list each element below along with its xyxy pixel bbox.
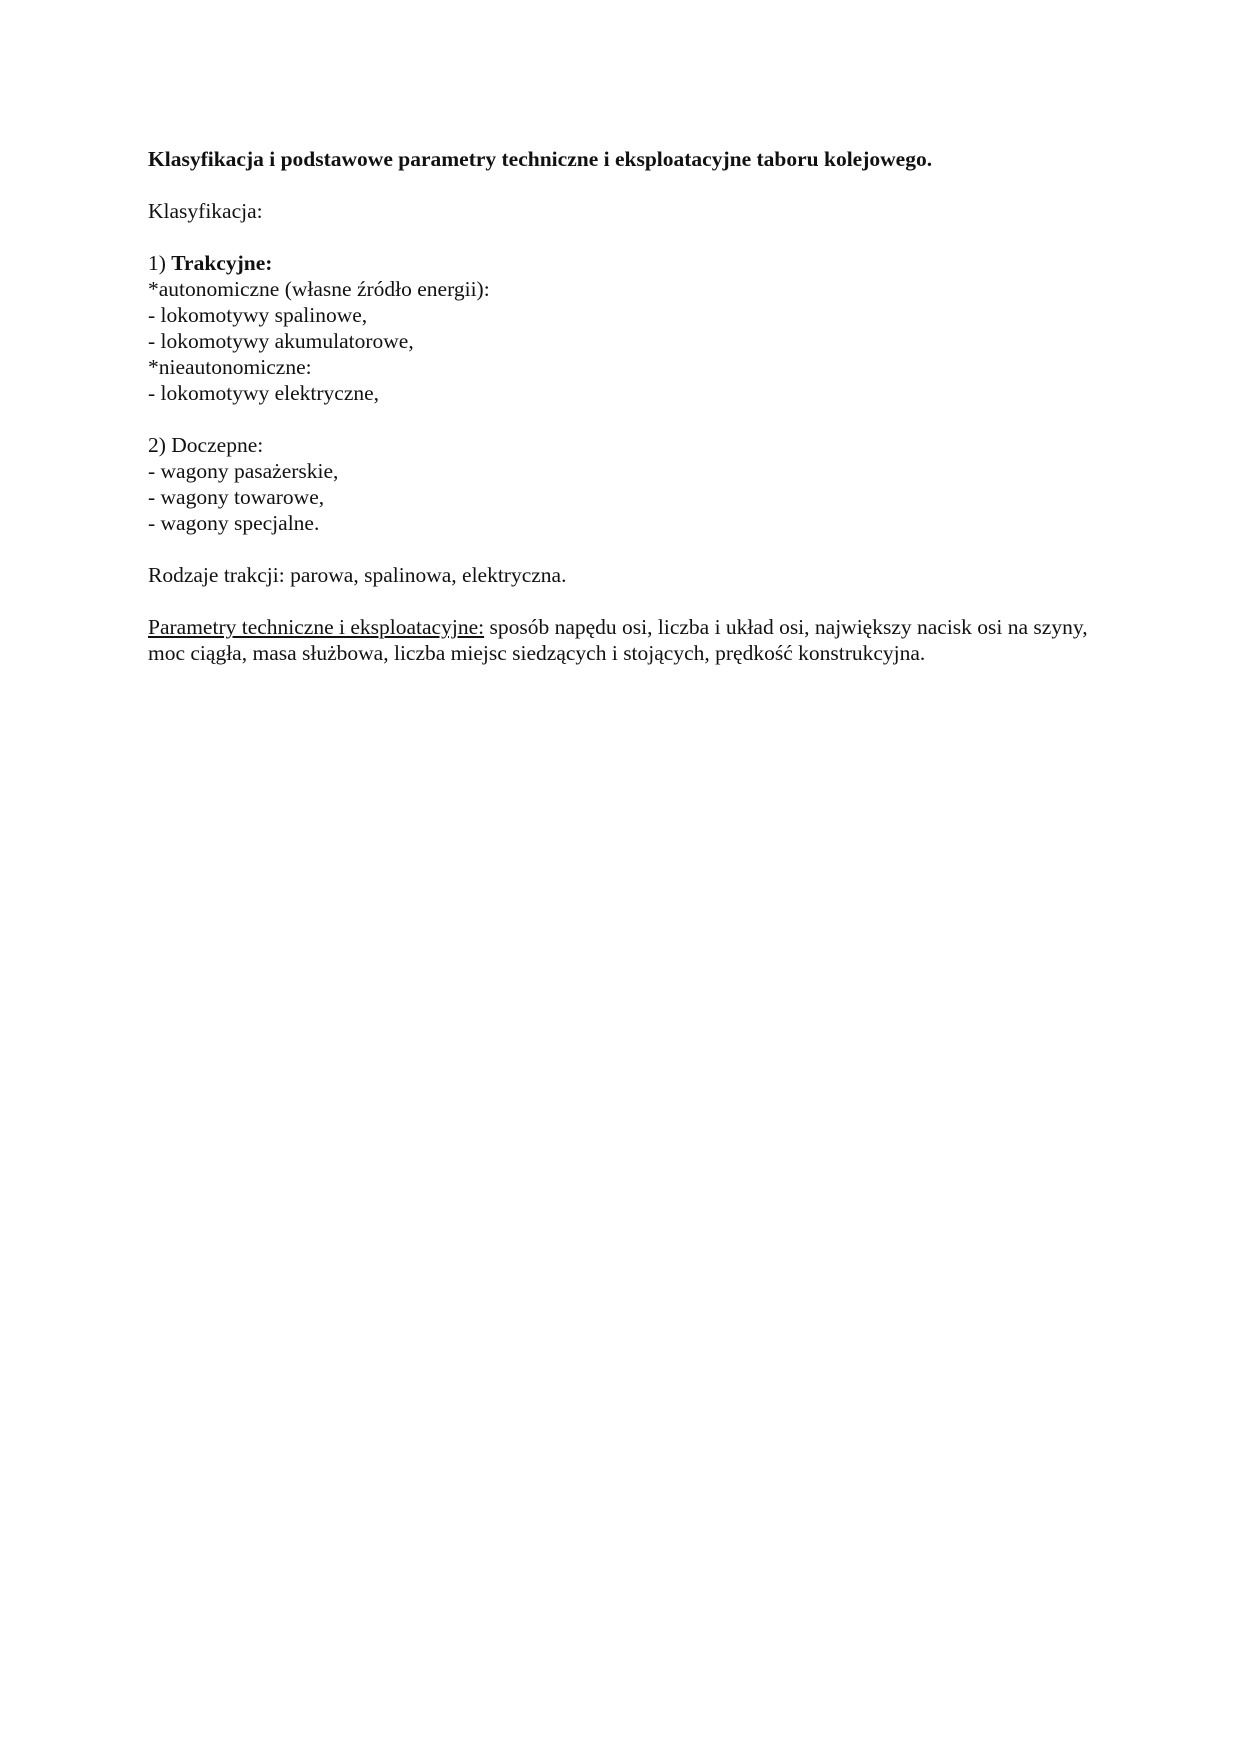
section-1-number: 1) (148, 251, 172, 275)
document-title: Klasyfikacja i podstawowe parametry techniczne i eksploatacyjne taboru kolejowego. (148, 147, 933, 171)
list-item: - lokomotywy elektryczne, (148, 381, 380, 405)
list-item: - lokomotywy spalinowe, (148, 303, 368, 327)
spacer (148, 536, 1108, 562)
non-autonomous-heading: *nieautonomiczne: (148, 355, 312, 379)
classification-heading: Klasyfikacja: (148, 199, 263, 223)
document-body (148, 146, 1108, 666)
section-1-label: Trakcyjne: (171, 251, 273, 275)
list-item: - wagony pasażerskie, (148, 459, 339, 483)
list-item: - lokomotywy akumulatorowe, (148, 329, 414, 353)
autonomous-heading: *autonomiczne (własne źródło energii): (148, 277, 490, 301)
parameters-label: Parametry techniczne i eksploatacyjne: (148, 615, 485, 639)
section-2-heading: 2) Doczepne: (148, 433, 264, 457)
spacer (148, 406, 1108, 432)
traction-types: Rodzaje trakcji: parowa, spalinowa, elektryczna. (148, 563, 567, 587)
spacer (148, 224, 1108, 250)
parameters-paragraph (148, 614, 1108, 666)
spacer (148, 588, 1108, 614)
spacer (148, 172, 1108, 198)
list-item: - wagony specjalne. (148, 511, 320, 535)
list-item: - wagony towarowe, (148, 485, 325, 509)
section-1-heading (148, 250, 1108, 276)
parameters-text: sposób napędu osi, liczba i układ osi, największy nacisk osi na szyny, moc ciągła, masa służbowa, liczba miejsc siedzących i stojących, prędkość konstrukcyjna. (148, 615, 1088, 665)
